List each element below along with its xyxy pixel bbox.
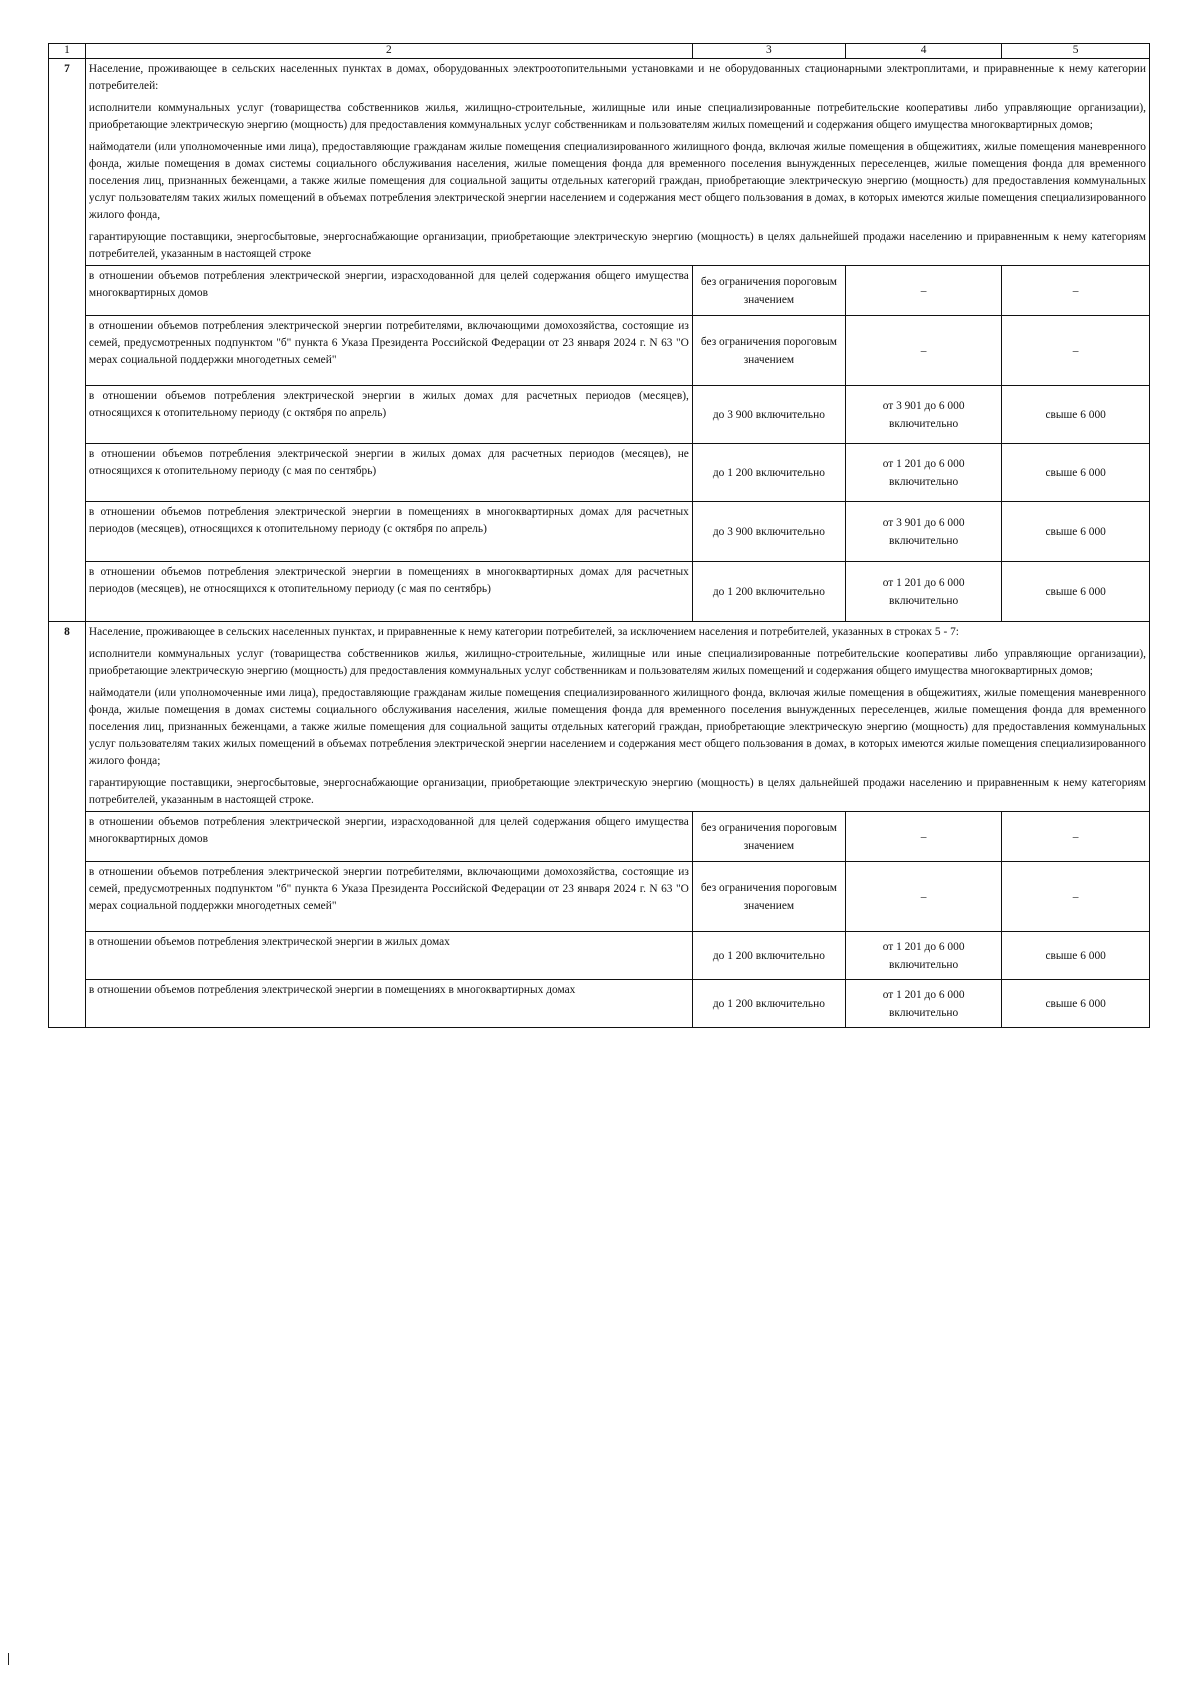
column-number-1: 1 xyxy=(49,44,86,59)
threshold-range-2: от 1 201 до 6 000 включительно xyxy=(845,932,1001,980)
section-description xyxy=(85,59,1149,266)
table-row xyxy=(49,316,1150,386)
threshold-range-3: свыше 6 000 xyxy=(1002,502,1150,562)
consumption-category: в отношении объемов потребления электрической энергии в помещениях в многоквартирных домах для расчетных периодов (месяцев), не относящихся к отопительному периоду (с мая по сентябрь) xyxy=(85,562,692,622)
consumption-category: в отношении объемов потребления электрической энергии в жилых домах xyxy=(85,932,692,980)
threshold-range-1: до 3 900 включительно xyxy=(692,386,845,444)
consumption-category: в отношении объемов потребления электрической энергии, израсходованной для целей содержания общего имущества многоквартирных домов xyxy=(85,812,692,862)
table-row xyxy=(49,266,1150,316)
consumption-category: в отношении объемов потребления электрической энергии в жилых домах для расчетных периодов (месяцев), не относящихся к отопительному периоду (с мая по сентябрь) xyxy=(85,444,692,502)
threshold-range-3: свыше 6 000 xyxy=(1002,444,1150,502)
table-row xyxy=(49,562,1150,622)
threshold-range-2: от 3 901 до 6 000 включительно xyxy=(845,502,1001,562)
threshold-range-2: – xyxy=(845,316,1001,386)
threshold-range-1: без ограничения пороговым значением xyxy=(692,812,845,862)
description-paragraph: исполнители коммунальных услуг (товарищества собственников жилья, жилищно-строительные, жилищные или иные специализированные потребительские кооперативы либо управляющие организации), приобретающие электрическую энергию (мощность) для предоставления коммунальных услуг собственникам и пользователям жилых помещений и содержания общего имущества многоквартирных домов; xyxy=(88,102,1146,131)
consumption-category: в отношении объемов потребления электрической энергии в жилых домах для расчетных периодов (месяцев), относящихся к отопительному периоду (с октября по апрель) xyxy=(85,386,692,444)
threshold-range-1: до 1 200 включительно xyxy=(692,562,845,622)
tariff-table-body xyxy=(49,44,1150,1028)
table-row xyxy=(49,812,1150,862)
threshold-range-1: без ограничения пороговым значением xyxy=(692,266,845,316)
threshold-range-3: свыше 6 000 xyxy=(1002,980,1150,1028)
document-page xyxy=(48,43,1150,1028)
tariff-table xyxy=(48,43,1150,1028)
threshold-range-1: до 1 200 включительно xyxy=(692,980,845,1028)
threshold-range-1: без ограничения пороговым значением xyxy=(692,316,845,386)
threshold-range-2: – xyxy=(845,812,1001,862)
consumption-category: в отношении объемов потребления электрической энергии, израсходованной для целей содержания общего имущества многоквартирных домов xyxy=(85,266,692,316)
section-description xyxy=(85,622,1149,812)
threshold-range-2: от 1 201 до 6 000 включительно xyxy=(845,444,1001,502)
column-number-5: 5 xyxy=(1002,44,1150,59)
table-row xyxy=(49,862,1150,932)
row-number: 8 xyxy=(49,622,86,1028)
consumption-category: в отношении объемов потребления электрической энергии в помещениях в многоквартирных домах для расчетных периодов (месяцев), относящихся к отопительному периоду (с октября по апрель) xyxy=(85,502,692,562)
table-row xyxy=(49,932,1150,980)
threshold-range-3: – xyxy=(1002,862,1150,932)
description-paragraph: наймодатели (или уполномоченные ими лица), предоставляющие гражданам жилые помещения специализированного жилищного фонда, включая жилые помещения в общежитиях, жилые помещения маневренного фонда, жилые помещения в домах системы социального обслуживания населения, жилые помещения фонда для временного поселения вынужденных переселенцев, жилые помещения фонда для временного поселения лиц, признанных беженцами, а также жилые помещения для социальной защиты отдельных категорий граждан, приобретающие электрическую энергию (мощность) для предоставления коммунальных услуг пользователям таких жилых помещений в объемах потребления электрической энергии населением и содержания мест общего пользования в домах, в которых имеются жилые помещения специализированного жилого фонда, xyxy=(88,141,1146,221)
column-number-3: 3 xyxy=(692,44,845,59)
scan-edge-mark xyxy=(8,1653,9,1665)
section-intro-row xyxy=(49,59,1150,266)
section-intro-row xyxy=(49,622,1150,812)
threshold-range-1: до 1 200 включительно xyxy=(692,932,845,980)
column-number-4: 4 xyxy=(845,44,1001,59)
table-row xyxy=(49,444,1150,502)
table-row xyxy=(49,502,1150,562)
threshold-range-3: свыше 6 000 xyxy=(1002,386,1150,444)
threshold-range-2: от 1 201 до 6 000 включительно xyxy=(845,980,1001,1028)
description-paragraph: исполнители коммунальных услуг (товарищества собственников жилья, жилищно-строительные, жилищные или иные специализированные потребительские кооперативы либо управляющие организации), приобретающие электрическую энергию (мощность) для предоставления коммунальных услуг собственникам и пользователям жилых помещений и содержания общего имущества многоквартирных домов; xyxy=(88,648,1146,677)
description-paragraph: Население, проживающее в сельских населенных пунктах, и приравненные к нему категории потребителей, за исключением населения и потребителей, указанных в строках 5 - 7: xyxy=(88,626,959,638)
threshold-range-2: от 1 201 до 6 000 включительно xyxy=(845,562,1001,622)
threshold-range-1: без ограничения пороговым значением xyxy=(692,862,845,932)
threshold-range-2: – xyxy=(845,266,1001,316)
threshold-range-3: – xyxy=(1002,316,1150,386)
threshold-range-3: свыше 6 000 xyxy=(1002,562,1150,622)
table-row xyxy=(49,386,1150,444)
threshold-range-2: – xyxy=(845,862,1001,932)
threshold-range-2: от 3 901 до 6 000 включительно xyxy=(845,386,1001,444)
description-paragraph: Население, проживающее в сельских населенных пунктах в домах, оборудованных электроотопительными установками и не оборудованных стационарными электроплитами, и приравненные к нему категории потребителей: xyxy=(88,63,1146,92)
threshold-range-1: до 3 900 включительно xyxy=(692,502,845,562)
threshold-range-3: – xyxy=(1002,812,1150,862)
column-number-2: 2 xyxy=(85,44,692,59)
table-row xyxy=(49,980,1150,1028)
row-number: 7 xyxy=(49,59,86,622)
threshold-range-3: свыше 6 000 xyxy=(1002,932,1150,980)
description-paragraph: гарантирующие поставщики, энергосбытовые, энергоснабжающие организации, приобретающие электрическую энергию (мощность) в целях дальнейшей продажи населению и приравненным к нему категориям потребителей, указанным в настоящей строке xyxy=(88,231,1146,260)
description-paragraph: гарантирующие поставщики, энергосбытовые, энергоснабжающие организации, приобретающие электрическую энергию (мощность) в целях дальнейшей продажи населению и приравненным к нему категориям потребителей, указанным в настоящей строке. xyxy=(88,777,1146,806)
threshold-range-3: – xyxy=(1002,266,1150,316)
consumption-category: в отношении объемов потребления электрической энергии потребителями, включающими домохозяйства, состоящие из семей, предусмотренных подпунктом "б" пункта 6 Указа Президента Российской Федерации от 23 января 2024 г. N 63 "О мерах социальной поддержки многодетных семей" xyxy=(85,862,692,932)
consumption-category: в отношении объемов потребления электрической энергии в помещениях в многоквартирных домах xyxy=(85,980,692,1028)
column-number-row xyxy=(49,44,1150,59)
consumption-category: в отношении объемов потребления электрической энергии потребителями, включающими домохозяйства, состоящие из семей, предусмотренных подпунктом "б" пункта 6 Указа Президента Российской Федерации от 23 января 2024 г. N 63 "О мерах социальной поддержки многодетных семей" xyxy=(85,316,692,386)
description-paragraph: наймодатели (или уполномоченные ими лица), предоставляющие гражданам жилые помещения специализированного жилищного фонда, включая жилые помещения в общежитиях, жилые помещения маневренного фонда, жилые помещения в домах системы социального обслуживания населения, жилые помещения фонда для временного поселения вынужденных переселенцев, жилые помещения фонда для временного поселения лиц, признанных беженцами, а также жилые помещения для социальной защиты отдельных категорий граждан, приобретающие электрическую энергию (мощность) для предоставления коммунальных услуг пользователям таких жилых помещений в объемах потребления электрической энергии населением и содержания мест общего пользования в домах, в которых имеются жилые помещения специализированного жилого фонда; xyxy=(88,687,1146,767)
threshold-range-1: до 1 200 включительно xyxy=(692,444,845,502)
